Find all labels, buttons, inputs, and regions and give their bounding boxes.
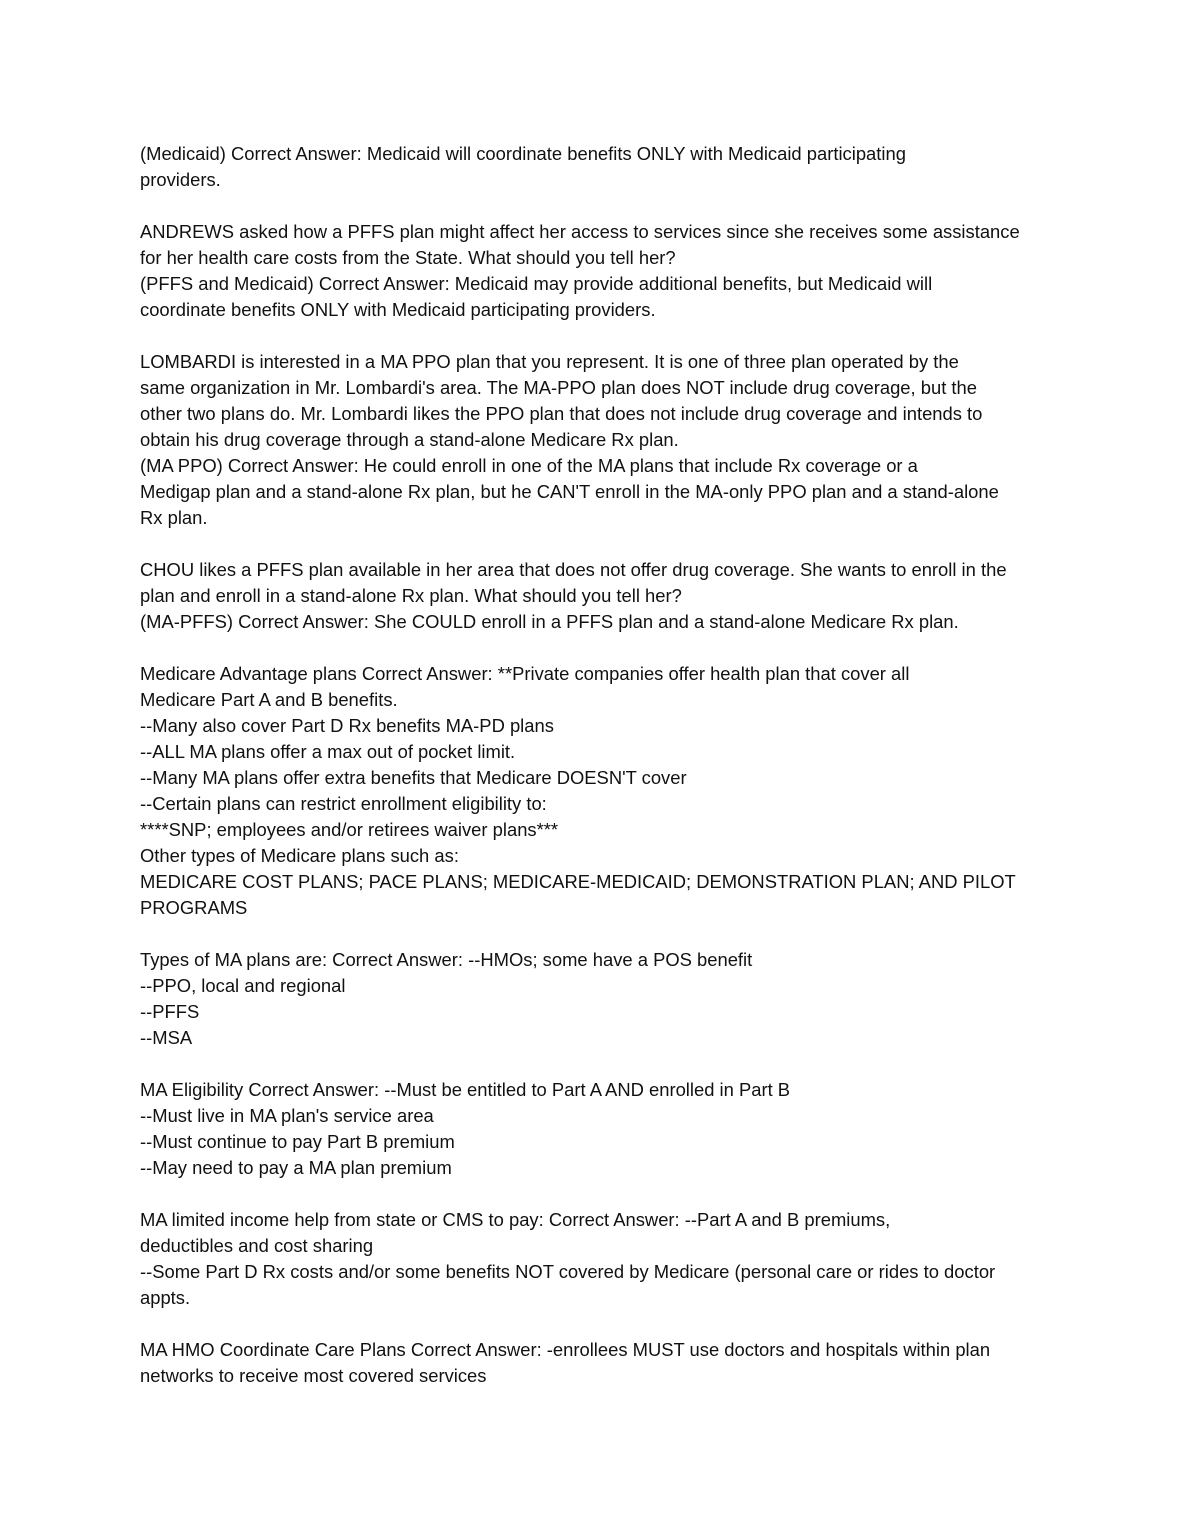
text-line: networks to receive most covered services	[140, 1365, 487, 1386]
text-line: --ALL MA plans offer a max out of pocket limit.	[140, 741, 516, 762]
text-line: --Many also cover Part D Rx benefits MA-PD plans	[140, 715, 554, 736]
text-line: (MA PPO) Correct Answer: He could enroll in one of the MA plans that include Rx coverage or a	[140, 455, 918, 476]
text-line: same organization in Mr. Lombardi's area. The MA-PPO plan does NOT include drug coverage, but the	[140, 377, 977, 398]
text-line: deductibles and cost sharing	[140, 1235, 374, 1256]
text-line: --Some Part D Rx costs and/or some benefits NOT covered by Medicare (personal care or rides to doctor	[140, 1261, 996, 1282]
qa-medicare-advantage-plans	[140, 661, 1060, 921]
text-line: obtain his drug coverage through a stand-alone Medicare Rx plan.	[140, 429, 679, 450]
text-line: ****SNP; employees and/or retirees waiver plans***	[140, 819, 559, 840]
text-line: Medicare Advantage plans Correct Answer: **Private companies offer health plan that cover all	[140, 663, 910, 684]
qa-lombardi-ma-ppo	[140, 349, 1060, 531]
text-line: other two plans do. Mr. Lombardi likes the PPO plan that does not include drug coverage and intends to	[140, 403, 983, 424]
qa-ma-limited-income-help	[140, 1207, 1060, 1311]
text-line: Types of MA plans are: Correct Answer: --HMOs; some have a POS benefit	[140, 949, 753, 970]
text-line: for her health care costs from the State. What should you tell her?	[140, 247, 676, 268]
text-line: --Certain plans can restrict enrollment eligibility to:	[140, 793, 547, 814]
text-line: appts.	[140, 1287, 191, 1308]
qa-types-of-ma-plans	[140, 947, 1060, 1051]
text-line: (Medicaid) Correct Answer: Medicaid will coordinate benefits ONLY with Medicaid participating	[140, 143, 906, 164]
text-line: --Must continue to pay Part B premium	[140, 1131, 455, 1152]
qa-chou-ma-pffs	[140, 557, 1060, 635]
text-line: PROGRAMS	[140, 897, 248, 918]
text-line: --PFFS	[140, 1001, 200, 1022]
text-line: MA limited income help from state or CMS to pay: Correct Answer: --Part A and B premiums,	[140, 1209, 891, 1230]
text-line: providers.	[140, 169, 221, 190]
text-line: --Must live in MA plan's service area	[140, 1105, 434, 1126]
text-line: plan and enroll in a stand-alone Rx plan. What should you tell her?	[140, 585, 682, 606]
qa-ma-eligibility	[140, 1077, 1060, 1181]
text-line: MA HMO Coordinate Care Plans Correct Answer: -enrollees MUST use doctors and hospitals within plan	[140, 1339, 991, 1360]
text-line: --PPO, local and regional	[140, 975, 346, 996]
text-line: MEDICARE COST PLANS; PACE PLANS; MEDICARE-MEDICAID; DEMONSTRATION PLAN; AND PILOT	[140, 871, 1016, 892]
text-line: LOMBARDI is interested in a MA PPO plan that you represent. It is one of three plan operated by the	[140, 351, 959, 372]
text-line: --MSA	[140, 1027, 193, 1048]
text-line: MA Eligibility Correct Answer: --Must be entitled to Part A AND enrolled in Part B	[140, 1079, 791, 1100]
document-body	[140, 141, 1060, 1415]
text-line: ANDREWS asked how a PFFS plan might affect her access to services since she receives some assistance	[140, 221, 1020, 242]
text-line: Medicare Part A and B benefits.	[140, 689, 398, 710]
text-line: (PFFS and Medicaid) Correct Answer: Medicaid may provide additional benefits, but Medicaid will	[140, 273, 933, 294]
text-line: Other types of Medicare plans such as:	[140, 845, 459, 866]
text-line: --May need to pay a MA plan premium	[140, 1157, 452, 1178]
text-line: coordinate benefits ONLY with Medicaid participating providers.	[140, 299, 656, 320]
qa-ma-hmo-coordinate-care	[140, 1337, 1060, 1389]
text-line: Medigap plan and a stand-alone Rx plan, but he CAN'T enroll in the MA-only PPO plan and a stand-alone	[140, 481, 999, 502]
text-line: --Many MA plans offer extra benefits that Medicare DOESN'T cover	[140, 767, 687, 788]
text-line: CHOU likes a PFFS plan available in her area that does not offer drug coverage. She wants to enroll in the	[140, 559, 1007, 580]
qa-andrews-pffs-medicaid	[140, 219, 1060, 323]
text-line: Rx plan.	[140, 507, 208, 528]
qa-medicaid	[140, 141, 1060, 193]
text-line: (MA-PFFS) Correct Answer: She COULD enroll in a PFFS plan and a stand-alone Medicare Rx plan.	[140, 611, 959, 632]
